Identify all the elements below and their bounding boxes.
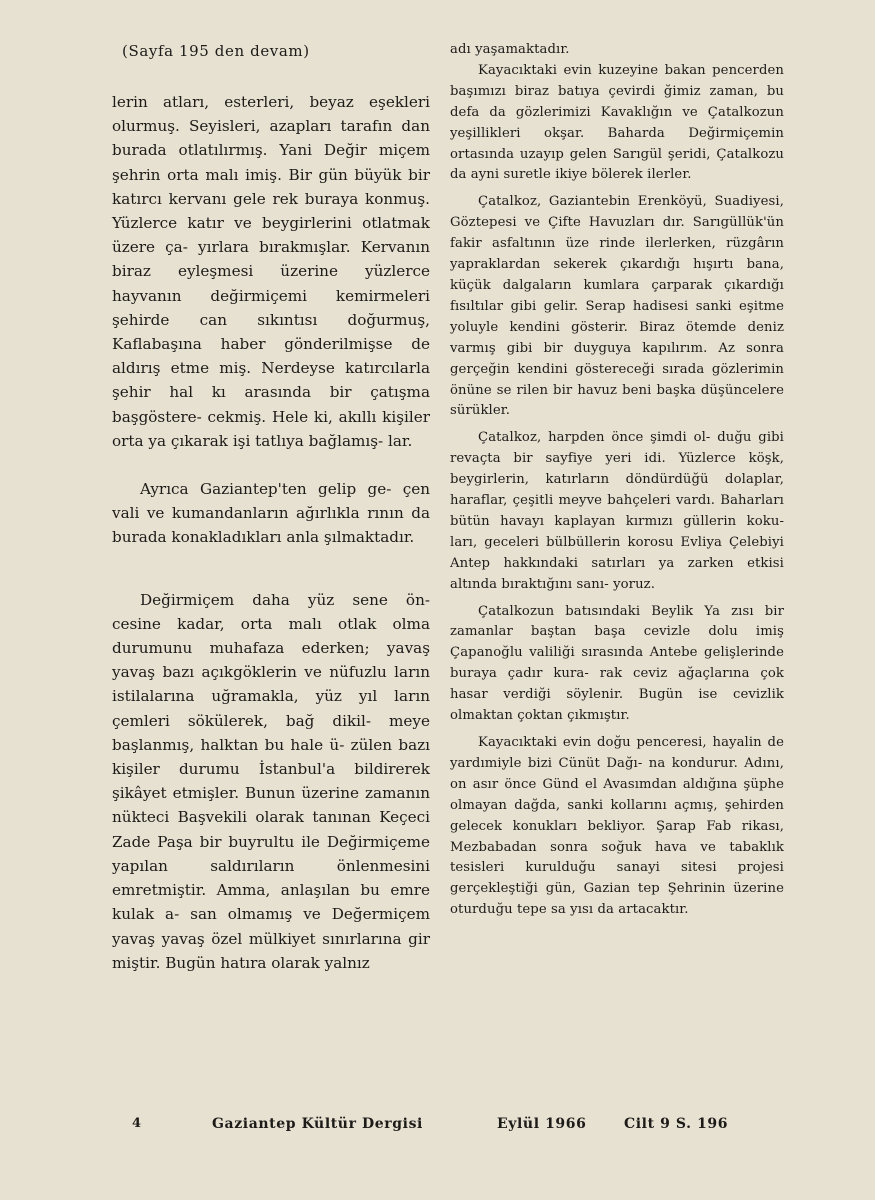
right-paragraph-4: Çatalkoz, harpden önce şimdi ol- duğu gibi revaçta bir sayfiye yeri idi. Yüzlerce köşk, beygirlerin, katırların döndürdüğü dolaplar, haraflar, çeşitli meyve bahçeleri vardı. Baharları bütün havayı kaplayan kırmızı güllerin koku- ları, geceleri bülbüllerin korosu Evliya Çelebiyi Antep hakkındaki satırları ya zarken etkisi altında bıraktığını sanı- yoruz.: [450, 430, 784, 592]
right-column: [450, 40, 784, 921]
issue-date: Eylül 1966: [497, 1116, 587, 1132]
volume-issue: Cilt 9 S. 196: [624, 1116, 729, 1132]
continuation-note: (Sayfa 195 den devam): [122, 42, 310, 60]
right-paragraph-1: adı yaşamaktadır.: [450, 42, 570, 57]
right-paragraph-3: Çatalkoz, Gaziantebin Erenköyü, Suadiyesi, Göztepesi ve Çifte Havuzları dır. Sarıgüllük'ün fakir asfaltının üze rinde ilerlerken, rüzgârın yapraklardan sekerek çıkardığı hışırtı bana, küçük dalgaların kumlara çarparak çıkardığı fısıltılar gibi gelir. Serap hadisesi sanki eşitme yoluyle kendini gösterir. Biraz ötemde deniz varmış gibi bir duyguya kapılırım. Az sonra gerçeğin kendini göstereceği sırada gözlerimin önüne se rilen bir havuz beni başka düşüncelere sürükler.: [450, 194, 784, 419]
left-paragraph-2: Ayrıca Gaziantep'ten gelip ge- çen vali ve kumandanların ağırlıkla rının da burada konakladıkları anla şılmaktadır.: [112, 480, 430, 547]
page-number: 4: [132, 1116, 142, 1131]
right-paragraph-2: Kayacıktaki evin kuzeyine bakan pencerden başımızı biraz batıya çevirdi ğimiz zaman, bu defa da gözlerimizi Kavaklığın ve Çatalkozun yeşillikleri okşar. Baharda Değirmiçemin ortasında uzayıp gelen Sarıgül şeridi, Çatalkozu da ayni suretle ikiye bölerek ilerler.: [450, 62, 784, 183]
left-paragraph-3: Değirmiçem daha yüz sene ön- cesine kadar, orta malı otlak olma durumunu muhafaza ederken; yavaş yavaş bazı açıkgöklerin ve nüfuzlu ların istilalarına uğramakla, yüz yıl ların çemleri sökülerek, bağ dikil- meye başlanmış, halktan bu hale ü- zülen bazı kişiler durumu İstanbul'a bildirerek şikâyet etmişler. Bunun üzerine zamanın nükteci Başvekili olarak tanınan Keçeci Zade Paşa bir buyrultu ile Değirmiçeme yapılan saldırıların önlenmesini emretmiştir. Amma, anlaşılan bu emre kulak a- san olmamış ve Değermiçem yavaş yavaş özel mülkiyet sınırlarına gir miştir. Bugün hatıra olarak yalnız: [112, 590, 430, 972]
left-paragraph-1: lerin atları, esterleri, beyaz eşekleri olurmuş. Seyisleri, azapları tarafın dan burada otlatılırmış. Yani Değir miçem şehrin orta malı imiş. Bir gün büyük bir katırcı kervanı gele rek buraya konmuş. Yüzlerce katır ve beygirlerini otlatmak üzere ça- yırlara bırakmışlar. Kervanın biraz eyleşmesi üzerine yüzlerce hayvanın değirmiçemi kemirmeleri şehirde can sıkıntısı doğurmuş, Kaflabaşına haber gönderilmişse de aldırış etme miş. Nerdeyse katırcılarla şehir hal kı arasında bir çatışma başgöstere- cekmiş. Hele ki, akıllı kişiler orta ya çıkarak işi tatlıya bağlamış- lar.: [112, 93, 430, 450]
right-paragraph-6: Kayacıktaki evin doğu penceresi, hayalin de yardımiyle bizi Cünüt Dağı- na kondurur. Adını, on asır önce Günd el Avasımdan aldığına şüphe olmayan dağda, sanki kollarını açmış, şehirden gelecek konukları bekliyor. Şarap Fab rikası, Mezbabadan sonra soğuk hava ve tabaklık tesisleri kurulduğu sanayi sitesi projesi gerçekleştiği gün, Gazian tep Şehrinin üzerine oturduğu tepe sa yısı da artacaktır.: [450, 735, 784, 918]
journal-name: Gaziantep Kültür Dergisi: [212, 1116, 423, 1132]
right-paragraph-5: Çatalkozun batısındaki Beylik Ya zısı bir zamanlar baştan başa cevizle dolu imiş Çapanoğlu valiliği sırasında Antebe gelişlerinde buraya çadır kura- rak ceviz ağaçlarına çok hasar verdiği söylenir. Bugün ise cevizlik olmaktan çoktan çıkmıştır.: [450, 603, 784, 724]
left-column: [112, 40, 430, 975]
page-footer: [0, 1116, 875, 1140]
